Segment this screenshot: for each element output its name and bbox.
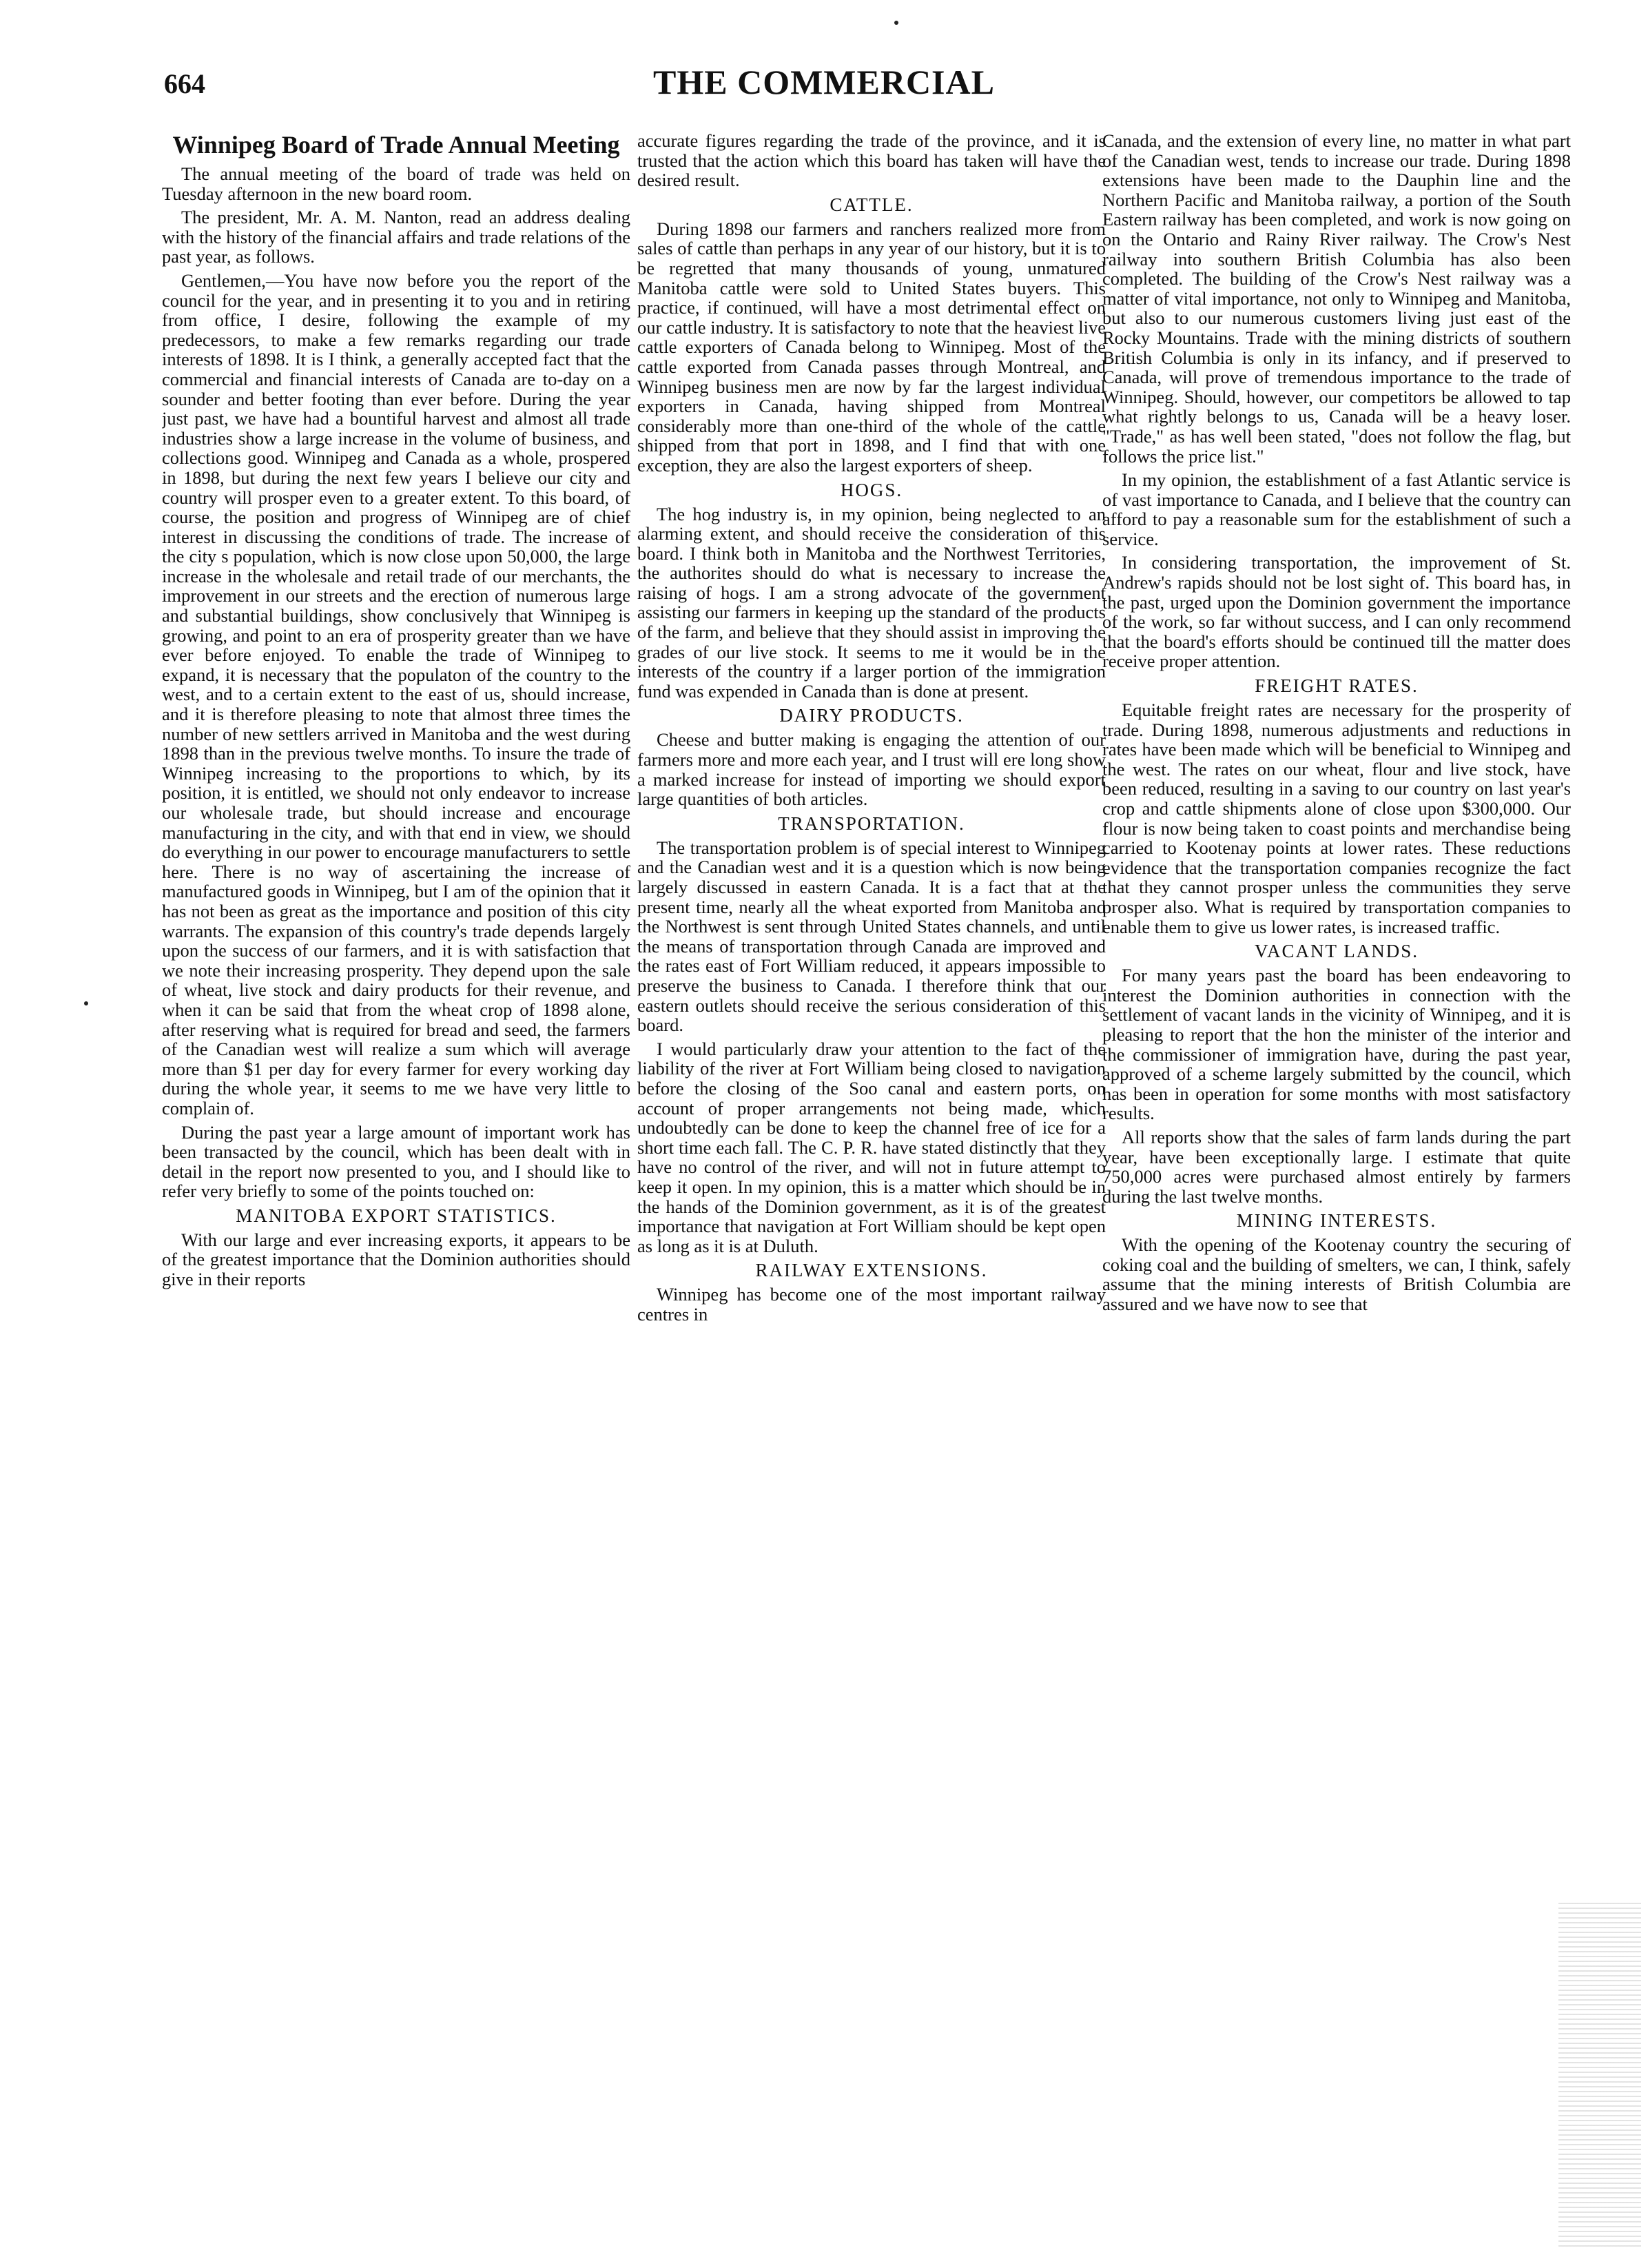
section-heading: VACANT LANDS. <box>1254 941 1419 962</box>
paragraph: With the opening of the Kootenay country the securing of coking coal and the building of smelters, we can, I think, safely assume that the mining interests of British Columbia are assured and we have now to see that <box>1102 1234 1571 1315</box>
section-heading: FREIGHT RATES. <box>1255 675 1419 697</box>
section-heading: TRANSPORTATION. <box>778 813 965 834</box>
article-heading: Winnipeg Board of Trade Annual Meeting <box>172 131 620 159</box>
paragraph: The annual meeting of the board of trade was held on Tuesday afternoon in the new board room. <box>162 163 630 204</box>
section-heading: CATTLE. <box>830 194 914 215</box>
paragraph: Cheese and butter making is engaging the attention of our farmers more and more each year, and I trust will ere long show a marked increase for instead of importing we should export large quantities of both articles. <box>637 729 1106 810</box>
paragraph: accurate figures regarding the trade of the province, and it is trusted that the action which this board has taken will have the desired result. <box>637 131 1106 191</box>
paragraph: All reports show that the sales of farm lands during the part year, have been exceptionally large. I estimate that quite 750,000 acres were purchased almost entirely by farmers during the last twelve months. <box>1102 1126 1571 1207</box>
column-3 <box>1102 131 1571 2233</box>
section-heading: MANITOBA EXPORT STATISTICS. <box>236 1205 557 1226</box>
column-1 <box>162 131 630 2233</box>
paragraph: In my opinion, the establishment of a fast Atlantic service is of vast importance to Canada, and I believe that the country can afford to pay a reasonable sum for the establishment of such a service. <box>1102 469 1571 549</box>
page-header <box>0 62 1648 117</box>
publication-title: THE COMMERCIAL <box>653 63 995 101</box>
paragraph: During the past year a large amount of important work has been transacted by the council, which has been dealt with in detail in the report now presented to you, and I should like to refer very briefly to some of the points touched on: <box>162 1121 630 1202</box>
section-heading: MINING INTERESTS. <box>1236 1210 1437 1232</box>
print-speck <box>894 21 898 25</box>
paragraph: Equitable freight rates are necessary for the prosperity of trade. During 1898, numerous adjustments and reductions in rates have been made which will be beneficial to Winnipeg and the west. The rates on our wheat, flour and live stock, have been reduced, resulting in a saving to our country on last year's crop and cattle shipments alone of close upon $300,000. Our flour is now being taken to coast points and merchandise being carried to Kootenay points at lower rates. These reductions evidence that the transportation companies recognize the fact that they cannot prosper unless the communities they serve prosper also. What is required by transportation companies to enable them to give us lower rates, is increased traffic. <box>1102 699 1571 937</box>
paragraph: For many years past the board has been endeavoring to interest the Dominion authorities in connection with the settlement of vacant lands in the vicinity of Winnipeg, and it is pleasing to report that the hon the minister of the interior and the commissioner of immigration have, during the past year, approved of a scheme largely submitted by the council, which has been in operation for some months with most satisfactory results. <box>1102 965 1571 1124</box>
paragraph: I would particularly draw your attention to the fact of the liability of the river at Fort William being closed to navigation before the closing of the Soo canal and eastern ports, on account of proper arrangements not being made, which undoubtedly can be done to keep the channel free of ice for a short time each fall. The C. P. R. have stated distinctly that they have no control of the river, and will not in future attempt to keep it open. In my opinion, this is a matter which should be in the hands of the Dominion government, as it is of the greatest importance that navigation at Fort William should be kept open as long as it is at Duluth. <box>637 1038 1106 1256</box>
column-2 <box>637 131 1106 2233</box>
paragraph: Canada, and the extension of every line, no matter in what part of the Canadian west, tends to increase our trade. During 1898 extensions have been made to the Dauphin line and the Northern Pacific and Manitoba railway, a portion of the South Eastern railway has been completed, and work is now going on on the Ontario and Rainy River railway. The Crow's Nest railway into southern British Columbia has also been completed. The building of the Crow's Nest railway was a matter of vital importance, not only to Winnipeg and Manitoba, but also to our numerous customers living just east of the Rocky Mountains. Trade with the mining districts of southern British Columbia is only in its infancy, and if preserved to Canada, will prove of tremendous importance to the trade of Winnipeg. Should, however, our competitors be allowed to tap what rightly belongs to us, Canada will be a heavy loser. "Trade," as has well been stated, "does not follow the flag, but follows the price list." <box>1102 131 1571 467</box>
paragraph: In considering transportation, the improvement of St. Andrew's rapids should not be lost sight of. This board has, in the past, urged upon the Dominion government the importance of the work, so far without success, and I can only recommend that the board's efforts should be continued till the matter does receive proper attention. <box>1102 552 1571 672</box>
paragraph: With our large and ever increasing exports, it appears to be of the greatest importance that the Dominion authorities should give in their reports <box>162 1229 630 1290</box>
section-heading: DAIRY PRODUCTS. <box>779 705 964 726</box>
paragraph: The president, Mr. A. M. Nanton, read an address dealing with the history of the financial affairs and trade relations of the past year, as follows. <box>162 207 630 267</box>
section-heading: RAILWAY EXTENSIONS. <box>755 1260 988 1281</box>
section-heading: HOGS. <box>840 479 903 500</box>
scan-edge-noise <box>1558 1902 1641 2247</box>
paragraph: Winnipeg has become one of the most important railway centres in <box>637 1284 1106 1325</box>
print-speck <box>84 1001 88 1005</box>
page-number: 664 <box>164 68 205 99</box>
paragraph: During 1898 our farmers and ranchers realized more from sales of cattle than perhaps in any year of our history, but it is to be regretted that many thousands of young, unmatured Manitoba cattle were sold to United States buyers. This practice, if continued, will have a most detrimental effect on our cattle industry. It is satisfactory to note that the heaviest live cattle exporters of Canada belong to Winnipeg. Most of the cattle exported from Canada passes through Montreal, and Winnipeg business men are now by far the largest individual exporters in Canada, having shipped from Montreal considerably more than one-third of the whole of the cattle shipped from that port in 1898, and I find that with one exception, they are also the largest exporters of sheep. <box>637 218 1106 476</box>
paragraph: The transportation problem is of special interest to Winnipeg and the Canadian west and it is a question which is now being largely discussed in eastern Canada. It is a fact that at the present time, nearly all the wheat exported from Manitoba and the Northwest is sent through United States channels, and until the means of transportation through Canada are improved and the rates east of Fort William reduced, it appears impossible to preserve the business to Canada. I therefore think that our eastern outlets should receive the serious consideration of this board. <box>637 837 1106 1036</box>
paragraph: Gentlemen,—You have now before you the report of the council for the year, and in presenting it to you and in retiring from office, I desire, following the example of my predecessors, to make a few remarks regarding our trade interests of 1898. It is I think, a generally accepted fact that the commercial and financial interests of Canada are to-day on a sounder and better footing than ever before. During the year just past, we have had a bountiful harvest and almost all trade industries show a large increase in the volume of business, and collections good. Winnipeg and Canada as a whole, prospered in 1898, but during the next few years I believe our city and country will prosper even to a greater extent. To this board, of course, the position and progress of Winnipeg are of chief interest in discussing the conditions of trade. The increase of the city s population, which is now close upon 50,000, the large increase in the wholesale and retail trade of our merchants, the improvement in our streets and the erection of numerous large and substantial buildings, show conclusively that Winnipeg is growing, and point to an era of prosperity greater than we have ever before enjoyed. To enable the trade of Winnipeg to expand, it is necessary that the populaton of the country to the west, and to a certain extent to the east of us, should increase, and it is therefore pleasing to note that almost three times the number of new settlers arrived in Manitoba and the west during 1898 than in the previous twelve months. To insure the trade of Winnipeg increasing to the proportions to which, by its position, it is entitled, we should not only endeavor to increase our wholesale trade, but should increase and encourage manufacturing in the city, and with that end in view, we should do everything in our power to encourage manufacturers to settle here. There is no way of ascertaining the increase of manufactured goods in Winnipeg, but I am of the opinion that it has not been as great as the importance and position of this city warrants. The expansion of this country's trade depends largely upon the success of our farmers, and it is with satisfaction that we note their increasing prosperity. They depend upon the sale of wheat, live stock and dairy products for their revenue, and when it can be said that from the wheat crop of 1898 alone, after reserving what is required for bread and seed, the farmers of the Canadian west will realize a sum which will average more than $1 per day for every farmer for every working day during the whole year, it seems to me we have very little to complain of. <box>162 269 630 1118</box>
paragraph: The hog industry is, in my opinion, being neglected to an alarming extent, and should receive the consideration of this board. I think both in Manitoba and the Northwest Territories, the authorites should do what is necessary to increase the raising of hogs. I am a strong advocate of the government assisting our farmers in keeping up the standard of the products of the farm, and believe that they should assist in improving the grades of our live stock. It seems to me it would be in the interests of the country if a larger portion of the immigration fund was expended in Canada than is done at present. <box>637 503 1106 702</box>
